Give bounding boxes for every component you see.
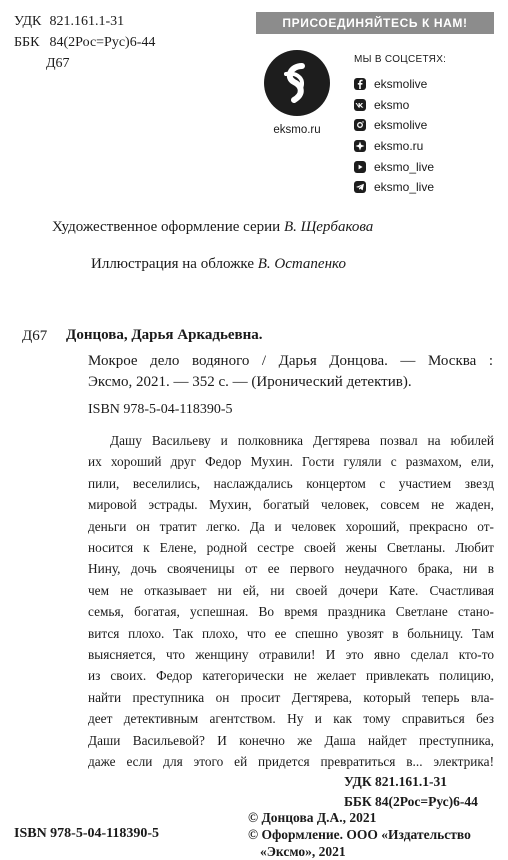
- social-label: eksmo_live: [374, 180, 435, 195]
- annotation-line: их хороший друг Федор Мухин. Гости гуляли с размахом, ели,: [88, 454, 494, 470]
- annotation-line: вится плохо. Так плохо, что ее спешно увозят в больницу. Там: [88, 625, 494, 641]
- social-heading: МЫ В СОЦСЕТЯХ:: [354, 54, 447, 65]
- social-item-facebook: [354, 74, 434, 95]
- annotation-line: носится к Елене, родной сестре своей жены Светланы. Любит: [88, 540, 494, 556]
- annotation-line: из своих. Федор категорически не желает привлекать полицию,: [88, 668, 494, 684]
- bib-line: Мокрое дело водяного / Дарья Донцова. — Москва :: [88, 353, 493, 369]
- facebook-icon: [354, 78, 366, 90]
- ok-icon: [354, 140, 366, 152]
- copyright-design: © Оформление. ООО «Издательство: [248, 827, 471, 842]
- social-item-vk: [354, 95, 434, 116]
- copyright-author: © Донцова Д.А., 2021: [248, 810, 377, 825]
- social-label: eksmolive: [374, 118, 428, 133]
- social-item-youtube: [354, 156, 434, 177]
- social-label: eksmo_live: [374, 159, 435, 174]
- annotation-line: деет детективным агентством. Ну и как тому справиться без: [88, 711, 494, 727]
- entry-author: Донцова, Дарья Аркадьевна.: [66, 327, 263, 343]
- vk-icon: [354, 99, 366, 111]
- udk-row: [14, 12, 124, 32]
- site-url: eksmo.ru: [273, 124, 321, 136]
- youtube-icon: [354, 161, 366, 173]
- social-list: [354, 74, 434, 198]
- udk-value: 821.161.1-31: [49, 14, 125, 29]
- entry-isbn: ISBN 978-5-04-118390-5: [88, 402, 233, 417]
- bottom-bbk: ББК 84(2Рос=Рус)6-44: [344, 794, 478, 809]
- bbk-label: ББК: [14, 35, 40, 50]
- join-banner: ПРИСОЕДИНЯЙТЕСЬ К НАМ!: [256, 12, 494, 34]
- series-design-prefix: Художественное оформление серии: [52, 219, 281, 235]
- bib-line: Эксмо, 2021. — 352 с. — (Иронический детектив).: [88, 374, 412, 390]
- annotation-line: деньги он тратит легко. Да и человек хороший, прекрасно от-: [88, 518, 494, 534]
- social-label: eksmo.ru: [374, 139, 424, 154]
- instagram-icon: [354, 119, 366, 131]
- annotation-line: Дашу Васильеву и полковника Дегтярева позвал на юбилей: [110, 433, 494, 448]
- social-item-telegram: [354, 177, 434, 198]
- annotation-line: найти преступника он просит Дегтярева, который теперь вла-: [88, 689, 494, 705]
- eksmo-logo-icon: [264, 50, 330, 116]
- series-design-name: В. Щербакова: [283, 219, 374, 235]
- social-label: eksmolive: [374, 77, 428, 92]
- annotation-line: пили, веселились, наслаждались концертом с участием звезд: [88, 475, 494, 491]
- udk-label: УДК: [14, 14, 42, 29]
- cover-illustration-prefix: Иллюстрация на обложке: [91, 256, 255, 272]
- series-design-credit: [52, 219, 373, 236]
- annotation-line: даже если для этого ей придется превратиться в... электрика!: [88, 754, 494, 770]
- annotation-line: Нину, дочь свояченицы от ее первого неудачного брака, ни в: [88, 561, 494, 577]
- bbk-value: 84(2Рос=Рус)6-44: [49, 35, 156, 50]
- entry-code: Д67: [22, 328, 48, 344]
- annotation-line: выясняется, что женщину отравили! И это явно сделал кто-то: [88, 647, 494, 663]
- annotation-line: чем не отказывает ни ей, ни своей дочери Кате. Счастливая: [88, 582, 494, 598]
- author-mark: Д67: [46, 56, 70, 71]
- bbk-row: [14, 33, 155, 53]
- bottom-isbn: ISBN 978-5-04-118390-5: [14, 826, 160, 841]
- annotation-line: мировой эстрады. Мухин, богатый человек, совсем не жаден,: [88, 497, 494, 513]
- copyright-publisher: «Эксмо», 2021: [260, 844, 346, 859]
- social-item-ok: [354, 136, 434, 157]
- social-label: eksmo: [374, 97, 410, 112]
- cover-illustration-name: В. Остапенко: [257, 256, 346, 272]
- annotation-line: семья, богатая, успешная. Во время праздника Светлане стано-: [88, 604, 494, 620]
- annotation-line: Даши Васильевой? И конечно же Даша найдет преступника,: [88, 732, 494, 748]
- cover-illustration-credit: [91, 256, 346, 273]
- telegram-icon: [354, 181, 366, 193]
- annotation: [88, 430, 494, 773]
- social-item-instagram: [354, 115, 434, 136]
- bibliographic-description: [88, 351, 493, 393]
- bottom-udk: УДК 821.161.1-31: [344, 774, 447, 789]
